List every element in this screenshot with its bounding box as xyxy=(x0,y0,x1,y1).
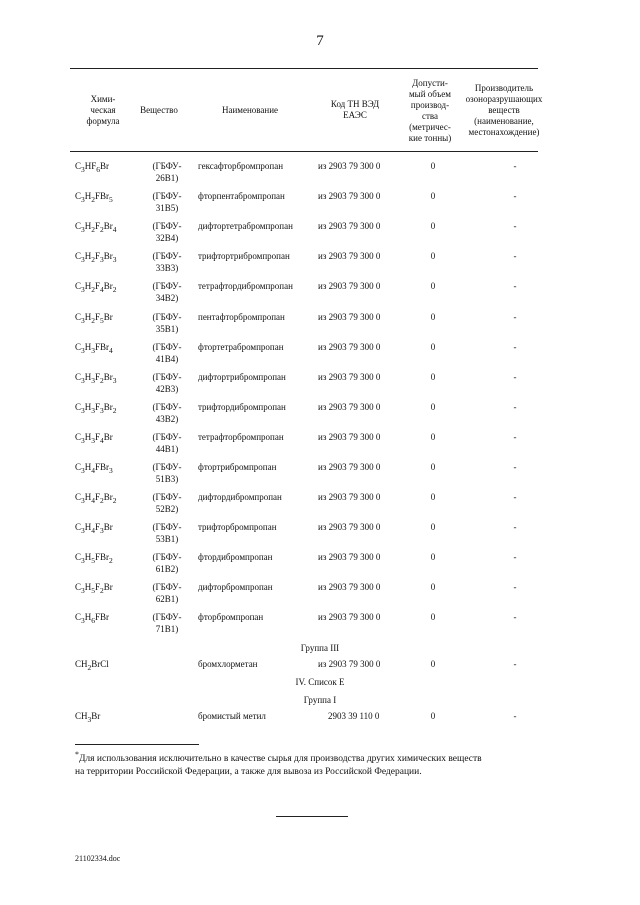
name-cell: дифтортрибромпропан xyxy=(198,372,286,382)
quantity-cell: 0 xyxy=(430,492,436,502)
substance-cell: (ГБФУ- 51В3) xyxy=(152,462,182,484)
producer-cell: - xyxy=(513,612,517,622)
name-cell: бромхлорметан xyxy=(198,659,258,669)
producer-cell: - xyxy=(513,251,517,261)
name-cell: фторпентабромпропан xyxy=(198,191,285,201)
quantity-cell: 0 xyxy=(430,522,436,532)
end-rule xyxy=(276,816,348,817)
code-cell: из 2903 79 300 0 xyxy=(318,582,381,592)
footnote xyxy=(75,748,561,779)
quantity-cell: 0 xyxy=(430,582,436,592)
code-cell: из 2903 79 300 0 xyxy=(318,552,381,562)
producer-cell: - xyxy=(513,659,517,669)
producer-cell: - xyxy=(513,582,517,592)
code-cell: из 2903 79 300 0 xyxy=(318,191,381,201)
producer-cell: - xyxy=(513,492,517,502)
substance-cell: (ГБФУ- 42В3) xyxy=(152,372,182,394)
substance-cell: (ГБФУ- 41В4) xyxy=(152,342,182,364)
code-cell: из 2903 79 300 0 xyxy=(318,402,381,412)
footnote-marker: * xyxy=(75,750,79,759)
formula-cell: $C_3H_3F_3Br_2$ xyxy=(75,402,117,415)
code-cell: из 2903 79 300 0 xyxy=(318,281,381,291)
header-producer: Производитель озоноразрушающих веществ (наименование, местонахождение) xyxy=(465,82,543,137)
producer-cell: - xyxy=(513,372,517,382)
formula-cell: $C_3H_3F_4Br$ xyxy=(75,432,113,445)
producer-cell: - xyxy=(513,221,517,231)
code-cell: из 2903 79 300 0 xyxy=(318,492,381,502)
name-cell: трифторбромпропан xyxy=(198,522,277,532)
quantity-cell: 0 xyxy=(430,462,436,472)
producer-cell: - xyxy=(513,552,517,562)
substance-cell: (ГБФУ- 26В1) xyxy=(152,161,182,183)
producer-cell: - xyxy=(513,342,517,352)
quantity-cell: 0 xyxy=(430,402,436,412)
formula-cell: $C_3H_3FBr_4$ xyxy=(75,342,113,355)
quantity-cell: 0 xyxy=(430,221,436,231)
formula-cell: $C_3HF_6Br$ xyxy=(75,161,110,174)
substance-cell: (ГБФУ- 44В1) xyxy=(152,432,182,454)
quantity-cell: 0 xyxy=(430,312,436,322)
quantity-cell: 0 xyxy=(430,372,436,382)
name-cell: бромистый метил xyxy=(198,711,266,721)
name-cell: фторбромпропан xyxy=(198,612,264,622)
code-cell: из 2903 79 300 0 xyxy=(318,432,381,442)
producer-cell: - xyxy=(513,522,517,532)
quantity-cell: 0 xyxy=(430,612,436,622)
code-cell: из 2903 79 300 0 xyxy=(318,522,381,532)
formula-cell: $C_3H_4FBr_3$ xyxy=(75,462,113,475)
name-cell: тетрафторбромпропан xyxy=(198,432,284,442)
name-cell: гексафторбромпропан xyxy=(198,161,284,171)
producer-cell: - xyxy=(513,281,517,291)
quantity-cell: 0 xyxy=(430,711,436,721)
header-substance: Вещество xyxy=(140,104,178,115)
formula-cell: $CH_3Br$ xyxy=(75,711,101,724)
substance-cell: (ГБФУ- 33В3) xyxy=(152,251,182,273)
name-cell: фтортетрабромпропан xyxy=(198,342,284,352)
name-cell: трифтордибромпропан xyxy=(198,402,286,412)
formula-cell: $C_3H_4F_2Br_2$ xyxy=(75,492,117,505)
code-cell: из 2903 79 300 0 xyxy=(318,251,381,261)
code-cell: из 2903 79 300 0 xyxy=(318,221,381,231)
formula-cell: $C_3H_2F_5Br$ xyxy=(75,312,113,325)
code-cell: из 2903 79 300 0 xyxy=(318,342,381,352)
quantity-cell: 0 xyxy=(430,432,436,442)
code-cell: из 2903 79 300 0 xyxy=(318,659,381,669)
substance-cell: (ГБФУ- 52В2) xyxy=(152,492,182,514)
producer-cell: - xyxy=(513,161,517,171)
formula-cell: $CH_2BrCl$ xyxy=(75,659,109,672)
formula-cell: $C_3H_2F_2Br_4$ xyxy=(75,221,117,234)
footnote-line-1: Для использования исключительно в качестве сырья для производства других химических веществ xyxy=(78,754,482,765)
substance-cell: (ГБФУ- 62В1) xyxy=(152,582,182,604)
document-id: 21102334.doc xyxy=(75,854,121,863)
substance-cell: (ГБФУ- 71В1) xyxy=(152,612,182,634)
quantity-cell: 0 xyxy=(430,342,436,352)
substance-cell: (ГБФУ- 61В2) xyxy=(152,552,182,574)
substance-cell: (ГБФУ- 43В2) xyxy=(152,402,182,424)
substance-cell: (ГБФУ- 53В1) xyxy=(152,522,182,544)
producer-cell: - xyxy=(513,432,517,442)
name-cell: дифтортетрабромпропан xyxy=(198,221,293,231)
page-number: 7 xyxy=(316,33,324,49)
quantity-cell: 0 xyxy=(430,281,436,291)
name-cell: фтордибромпропан xyxy=(198,552,273,562)
name-cell: фтортрибромпропан xyxy=(198,462,277,472)
quantity-cell: 0 xyxy=(430,191,436,201)
list-e-heading: IV. Список Е xyxy=(295,677,345,687)
footnote-rule xyxy=(75,744,199,745)
header-bottom-rule xyxy=(70,151,538,152)
name-cell: тетрафтордибромпропан xyxy=(198,281,293,291)
producer-cell: - xyxy=(513,711,517,721)
code-cell: из 2903 79 300 0 xyxy=(318,312,381,322)
code-cell: из 2903 79 300 0 xyxy=(318,462,381,472)
formula-cell: $C_3H_2F_4Br_2$ xyxy=(75,281,117,294)
formula-cell: $C_3H_6FBr$ xyxy=(75,612,110,625)
producer-cell: - xyxy=(513,312,517,322)
name-cell: трифтортрибромпропан xyxy=(198,251,290,261)
substance-cell: (ГБФУ- 32В4) xyxy=(152,221,182,243)
quantity-cell: 0 xyxy=(430,161,436,171)
code-cell: из 2903 79 300 0 xyxy=(318,612,381,622)
formula-cell: $C_3H_5F_2Br$ xyxy=(75,582,113,595)
quantity-cell: 0 xyxy=(430,659,436,669)
substance-cell: (ГБФУ- 35В1) xyxy=(152,312,182,334)
header-top-rule xyxy=(70,68,538,69)
quantity-cell: 0 xyxy=(430,251,436,261)
formula-cell: $C_3H_2FBr_5$ xyxy=(75,191,113,204)
formula-cell: $C_3H_4F_3Br$ xyxy=(75,522,113,535)
header-name: Наименование xyxy=(221,104,279,115)
header-formula: Хими- ческая формула xyxy=(86,93,120,126)
code-cell: из 2903 79 300 0 xyxy=(318,161,381,171)
formula-cell: $C_3H_3F_2Br_3$ xyxy=(75,372,117,385)
substance-cell: (ГБФУ- 31В5) xyxy=(152,191,182,213)
formula-cell: $C_3H_2F_3Br_3$ xyxy=(75,251,117,264)
substance-cell: (ГБФУ- 34В2) xyxy=(152,281,182,303)
group-i-heading: Группа I xyxy=(303,695,337,705)
producer-cell: - xyxy=(513,402,517,412)
header-quantity: Допусти- мый объем производ- ства (метричес- кие тонны) xyxy=(408,78,452,143)
header-code: Код ТН ВЭД ЕАЭС xyxy=(330,99,380,120)
quantity-cell: 0 xyxy=(430,552,436,562)
name-cell: дифтордибромпропан xyxy=(198,492,282,502)
producer-cell: - xyxy=(513,462,517,472)
name-cell: дифторбромпропан xyxy=(198,582,273,592)
formula-cell: $C_3H_5FBr_2$ xyxy=(75,552,113,565)
code-cell: 2903 39 110 0 xyxy=(328,711,380,721)
group-iii-heading: Группа III xyxy=(300,643,340,653)
code-cell: из 2903 79 300 0 xyxy=(318,372,381,382)
footnote-line-2: на территории Российской Федерации, а также для вывоза из Российской Федерации. xyxy=(75,767,422,778)
producer-cell: - xyxy=(513,191,517,201)
name-cell: пентафторбромпропан xyxy=(198,312,285,322)
